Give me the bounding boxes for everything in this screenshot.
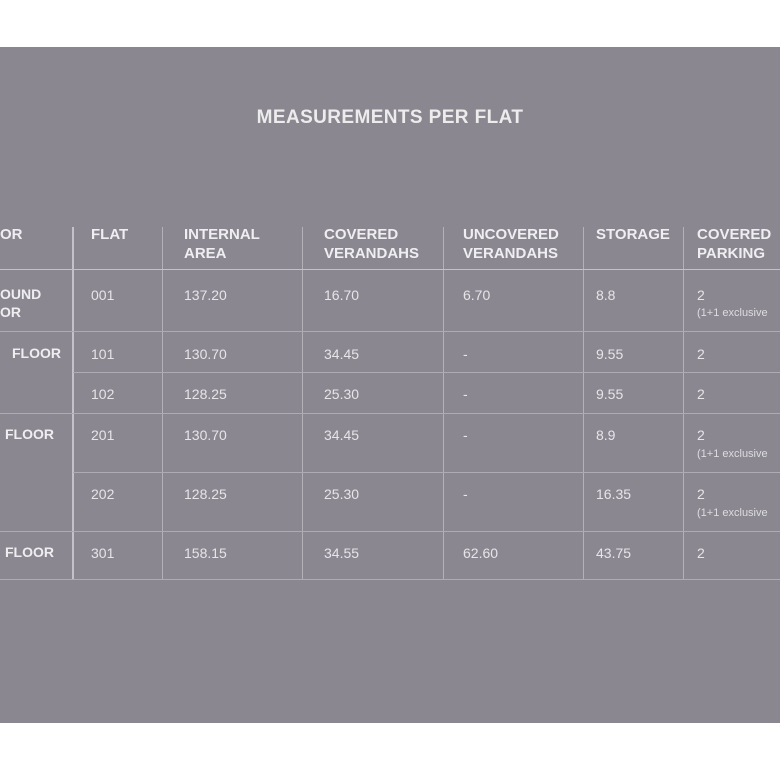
cell-flat: 201 <box>91 427 115 443</box>
header-floor: OR <box>0 226 23 243</box>
header-storage: STORAGE <box>596 226 670 243</box>
floor-label-first: FLOOR <box>12 345 61 361</box>
cell-uncovered-verandahs: - <box>463 486 468 502</box>
cell-internal-area: 130.70 <box>184 346 227 362</box>
column-divider <box>302 227 303 580</box>
cell-internal-area: 128.25 <box>184 486 227 502</box>
cell-storage: 9.55 <box>596 386 624 402</box>
header-internal-area-line1: INTERNAL <box>184 226 260 243</box>
header-covered-verandahs-line1: COVERED <box>324 226 399 243</box>
cell-covered-verandahs: 25.30 <box>324 386 360 402</box>
cell-storage: 8.9 <box>596 427 616 443</box>
cell-parking-note: (1+1 exclusive <box>697 507 768 519</box>
row-rule <box>73 372 780 373</box>
cell-covered-parking: 2 <box>697 287 705 303</box>
cell-covered-parking: 2 <box>697 386 705 402</box>
cell-uncovered-verandahs: - <box>463 427 468 443</box>
column-divider <box>583 227 584 580</box>
cell-covered-parking: 2 <box>697 427 705 443</box>
page-title: MEASUREMENTS PER FLAT <box>256 107 524 128</box>
cell-internal-area: 128.25 <box>184 386 227 402</box>
cell-covered-verandahs: 34.45 <box>324 427 360 443</box>
row-rule <box>0 413 780 414</box>
cell-uncovered-verandahs: 62.60 <box>463 545 499 561</box>
header-uncovered-verandahs-line1: UNCOVERED <box>463 226 559 243</box>
cell-parking-note: (1+1 exclusive <box>697 448 768 460</box>
column-divider <box>162 227 163 580</box>
cell-covered-verandahs: 34.45 <box>324 346 360 362</box>
cell-internal-area: 130.70 <box>184 427 227 443</box>
cell-covered-parking: 2 <box>697 346 705 362</box>
cell-covered-parking: 2 <box>697 545 705 561</box>
column-divider <box>683 227 684 580</box>
header-covered-parking-line1: COVERED <box>697 226 772 243</box>
cell-parking-note: (1+1 exclusive <box>697 307 768 319</box>
cell-flat: 102 <box>91 386 115 402</box>
cell-storage: 8.8 <box>596 287 616 303</box>
cell-internal-area: 137.20 <box>184 287 227 303</box>
cell-flat: 301 <box>91 545 115 561</box>
cell-storage: 9.55 <box>596 346 624 362</box>
floor-label-ground-line2: OR <box>0 304 21 320</box>
table-bottom-rule <box>0 579 780 580</box>
cell-covered-verandahs: 25.30 <box>324 486 360 502</box>
measurements-panel <box>0 47 780 723</box>
cell-internal-area: 158.15 <box>184 545 227 561</box>
row-rule <box>0 331 780 332</box>
cell-storage: 43.75 <box>596 545 632 561</box>
row-rule <box>73 472 780 473</box>
column-divider <box>443 227 444 580</box>
header-internal-area-line2: AREA <box>184 245 227 262</box>
cell-uncovered-verandahs: 6.70 <box>463 287 491 303</box>
cell-covered-verandahs: 16.70 <box>324 287 360 303</box>
cell-uncovered-verandahs: - <box>463 386 468 402</box>
cell-storage: 16.35 <box>596 486 632 502</box>
floor-label-third: FLOOR <box>5 544 54 560</box>
header-uncovered-verandahs-line2: VERANDAHS <box>463 245 559 262</box>
header-covered-verandahs-line2: VERANDAHS <box>324 245 420 262</box>
cell-uncovered-verandahs: - <box>463 346 468 362</box>
header-flat: FLAT <box>91 226 129 243</box>
row-rule <box>0 531 780 532</box>
floor-label-ground-line1: OUND <box>0 286 42 302</box>
cell-covered-verandahs: 34.55 <box>324 545 360 561</box>
header-rule <box>0 269 780 270</box>
cell-flat: 101 <box>91 346 115 362</box>
cell-flat: 202 <box>91 486 115 502</box>
cell-covered-parking: 2 <box>697 486 705 502</box>
floor-label-second: FLOOR <box>5 426 54 442</box>
header-covered-parking-line2: PARKING <box>697 245 766 262</box>
cell-flat: 001 <box>91 287 115 303</box>
floor-column-divider <box>72 227 74 580</box>
